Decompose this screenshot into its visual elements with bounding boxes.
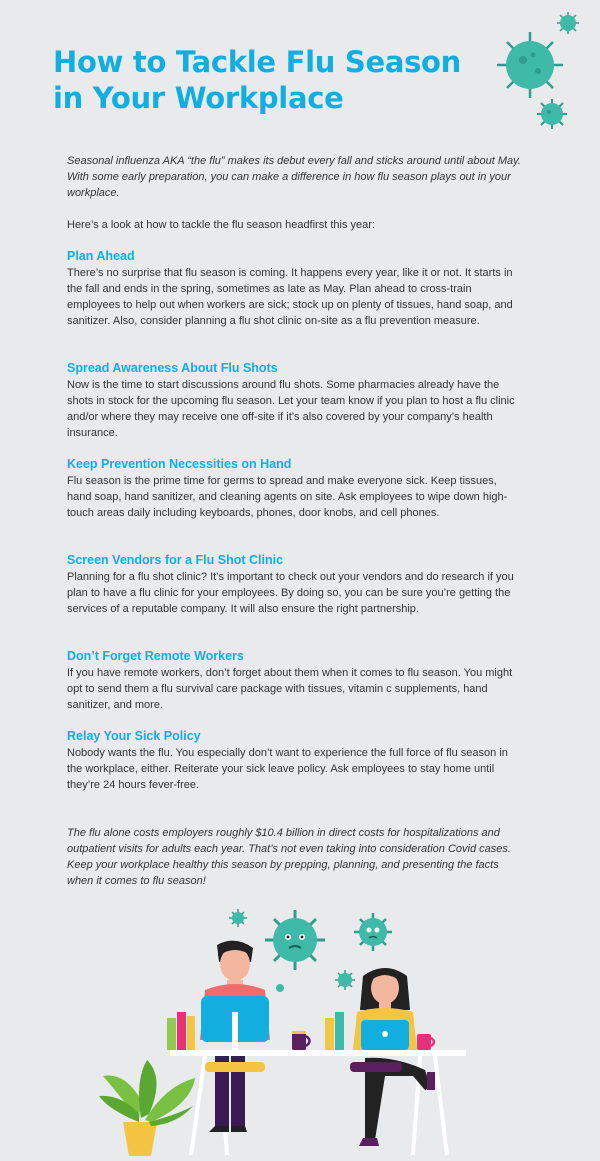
section-remote-workers bbox=[67, 648, 522, 713]
lead-paragraph: Here’s a look at how to tackle the flu season headfirst this year: bbox=[67, 219, 375, 231]
title-line2: in Your Workplace bbox=[53, 81, 344, 115]
section-heading: Screen Vendors for a Flu Shot Clinic bbox=[67, 553, 284, 567]
outro-paragraph: The flu alone costs employers roughly $10.4 billion in direct costs for hospitalizations and outpatient visits for adults each year. That’s not even taking into consideration Covid cases. Keep your workplace healthy this season by prepping, planning, and presenting the facts when it comes to flu season! bbox=[67, 827, 511, 887]
section-body: Flu season is the prime time for germs to spread and make everyone sick. Keep tissues, hand soap, hand sanitizer, and cleaning agents on site. Ask employees to wipe down high-touch areas daily including keyboards, phones, door knobs, and cell phones. bbox=[67, 475, 508, 519]
section-heading: Relay Your Sick Policy bbox=[67, 729, 201, 743]
page-title bbox=[53, 44, 473, 116]
section-body: If you have remote workers, don’t forget about them when it comes to flu season. You might opt to send them a flu survival care package with tissues, vitamin c supplements, hand sanitizer, and more. bbox=[67, 667, 513, 711]
virus-icon-face-right bbox=[354, 913, 392, 951]
section-sick-policy bbox=[67, 728, 522, 793]
intro-paragraph: Seasonal influenza AKA “the flu” makes its debut every fall and sticks around until about May. With some early preparation, you can make a difference in how flu season plays out in your workplace. bbox=[67, 155, 521, 199]
section-body: There’s no surprise that flu season is coming. It happens every year, like it or not. It starts in the fall and ends in the spring, sometimes as late as May. Plan ahead to cross-train employees to help out when workers are sick; stock up on plenty of tissues, hand soap, and sanitizer. Also, consider planning a flu shot clinic on-site as a flu prevention measure. bbox=[67, 267, 513, 327]
section-prevention bbox=[67, 456, 522, 521]
section-heading: Plan Ahead bbox=[67, 249, 135, 263]
virus-icon-small-top bbox=[556, 11, 580, 35]
section-heading: Don’t Forget Remote Workers bbox=[67, 649, 244, 663]
section-plan-ahead bbox=[67, 248, 522, 329]
section-heading: Keep Prevention Necessities on Hand bbox=[67, 457, 292, 471]
virus-icon-large bbox=[495, 30, 565, 100]
section-body: Planning for a flu shot clinic? It’s important to check out your vendors and do research if you plan to have a flu clinic for your employees. By doing so, you can be sure you’re getting the services of a reputable company. It will also ensure the right partnership. bbox=[67, 571, 514, 615]
section-body: Nobody wants the flu. You especially don’t want to experience the full force of flu season in the workplace, either. Reiterate your sick leave policy. Ask employees to stay home until they’re 24 hours fever-free. bbox=[67, 747, 508, 791]
section-vendors bbox=[67, 552, 522, 617]
virus-icon-medium bbox=[536, 98, 568, 130]
section-body: Now is the time to start discussions around flu shots. Some pharmacies already have the shots in stock for the upcoming flu season. Let your team know if you plan to host a flu clinic and/or where they may receive one off-site if it’s also covered by your company’s health insurance. bbox=[67, 379, 515, 439]
virus-icon-face bbox=[265, 910, 325, 970]
title-bold-word: Tackle bbox=[175, 45, 276, 79]
title-part1: How to bbox=[53, 45, 176, 79]
office-illustration bbox=[95, 900, 500, 1161]
virus-icon-tiny-2 bbox=[335, 970, 355, 990]
section-flu-shots bbox=[67, 360, 522, 441]
title-part2: Flu Season bbox=[275, 45, 462, 79]
section-heading: Spread Awareness About Flu Shots bbox=[67, 361, 278, 375]
virus-icon-tiny bbox=[229, 909, 247, 927]
